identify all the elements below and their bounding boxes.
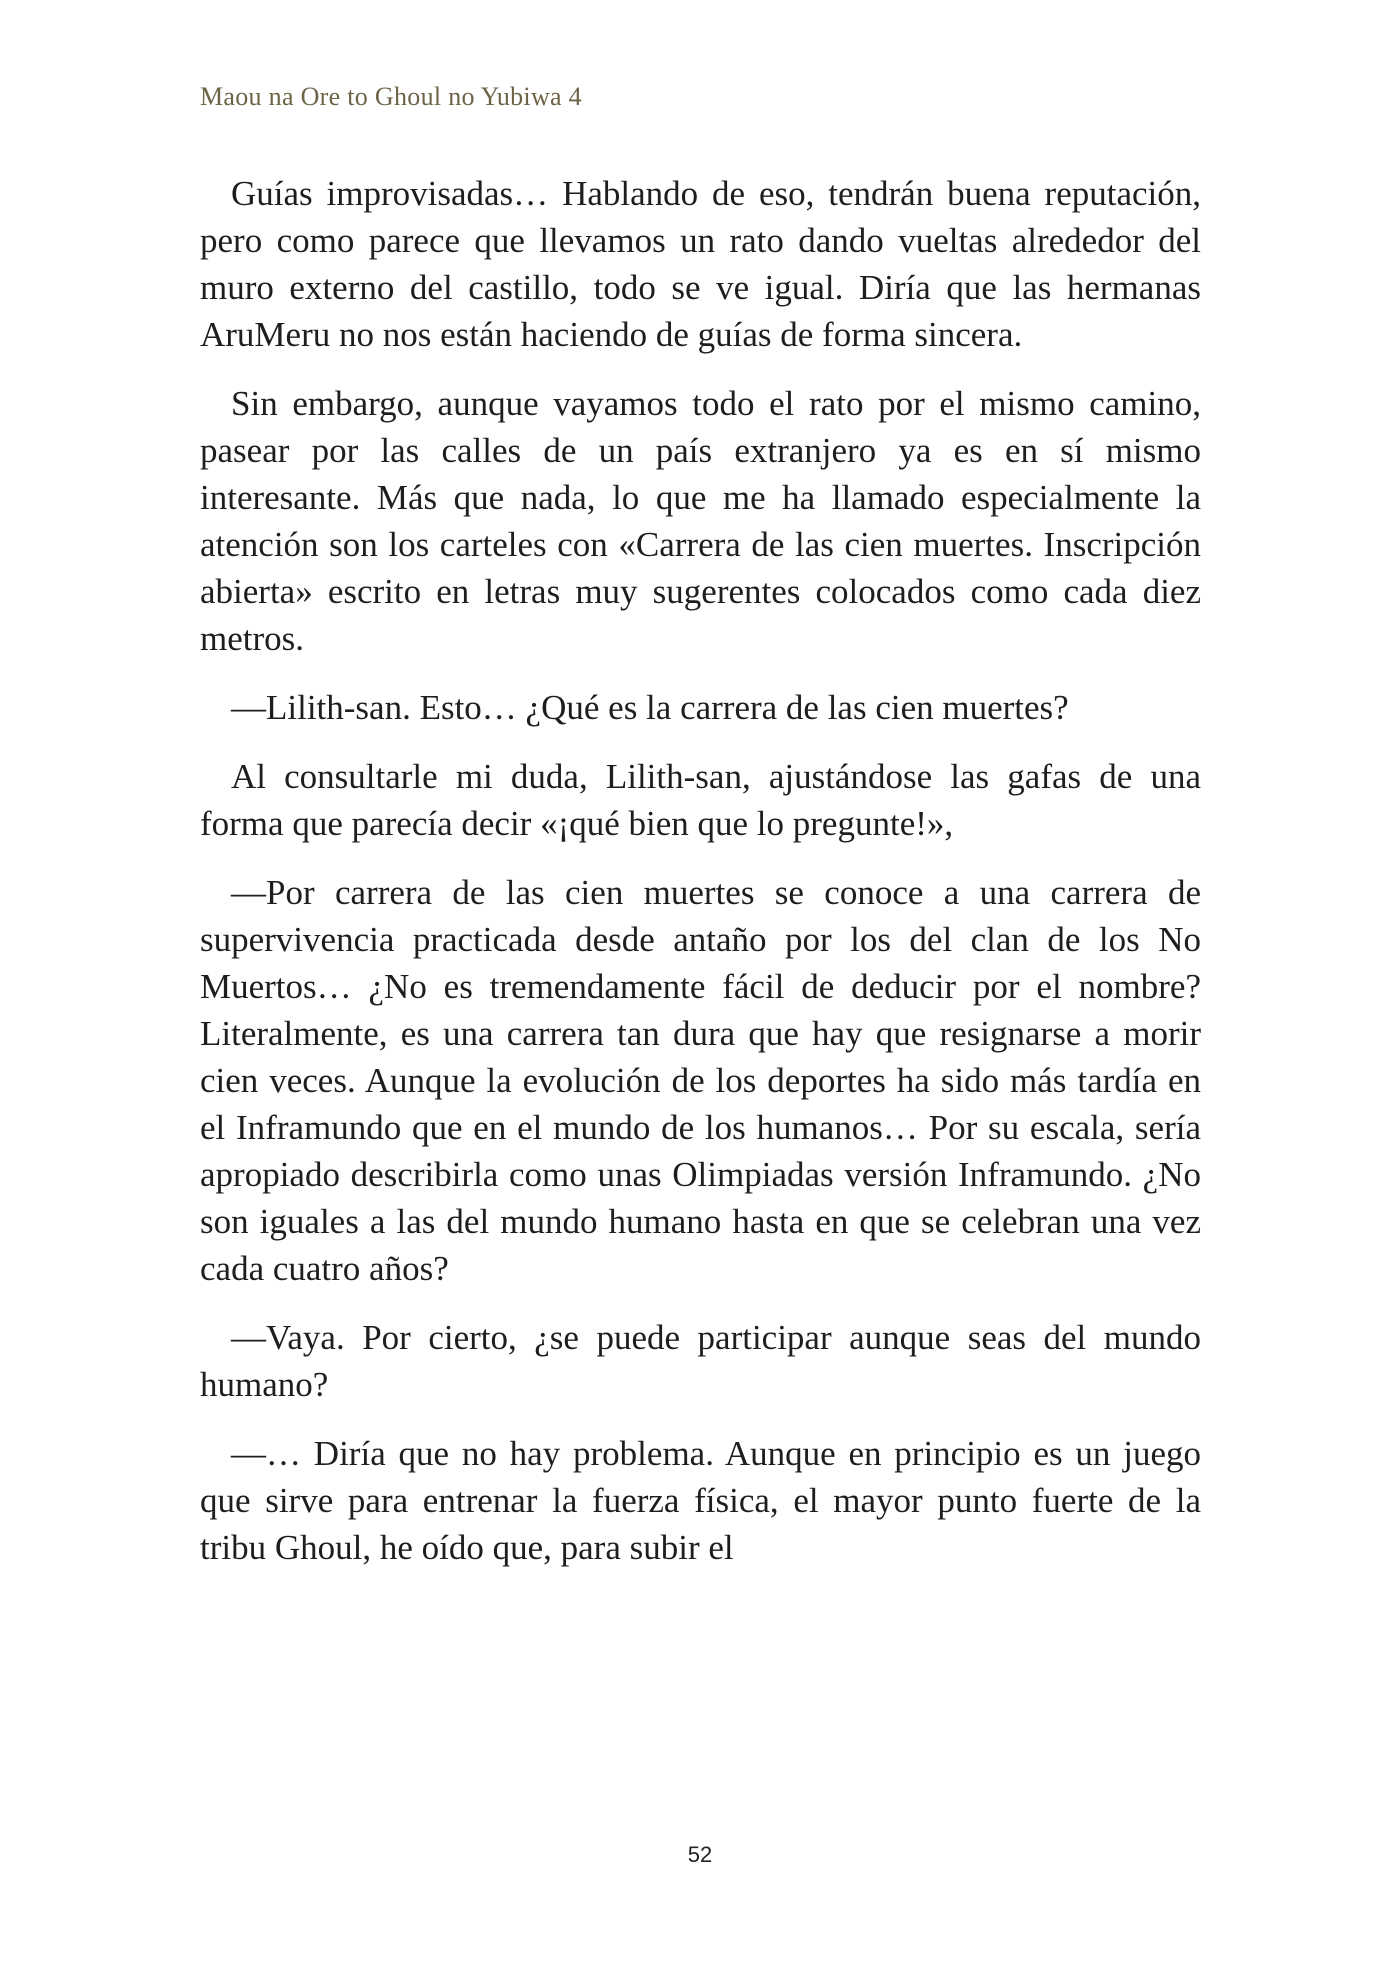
paragraph: Sin embargo, aunque vayamos todo el rato por el mismo camino, pasear por las calles de un país extranjero ya es en sí mismo interesante. Más que nada, lo que me ha llamado especialmente la atención son los carteles con «Carrera de las cien muertes. Inscripción abierta» escrito en letras muy sugerentes colocados como cada diez metros. (200, 384, 1201, 658)
dialogue-paragraph: —… Diría que no hay problema. Aunque en principio es un juego que sirve para entrenar la fuerza física, el mayor punto fuerte de la tribu Ghoul, he oído que, para subir el (200, 1434, 1201, 1567)
body-text (200, 170, 1201, 1593)
dialogue-paragraph: —Vaya. Por cierto, ¿se puede participar aunque seas del mundo humano? (200, 1318, 1201, 1404)
running-header-title: Maou na Ore to Ghoul no Yubiwa 4 (200, 82, 582, 111)
dialogue-paragraph: —Lilith-san. Esto… ¿Qué es la carrera de las cien muertes? (231, 688, 1069, 727)
page-number: 52 (687, 1842, 713, 1867)
dialogue-paragraph: —Por carrera de las cien muertes se conoce a una carrera de supervivencia practicada desde antaño por los del clan de los No Muertos… ¿No es tremendamente fácil de deducir por el nombre? Literalmente, es una carrera tan dura que hay que resignarse a morir cien veces. Aunque la evolución de los deportes ha sido más tardía en el Inframundo que en el mundo de los humanos… Por su escala, sería apropiado describirla como unas Olimpiadas versión Inframundo. ¿No son iguales a las del mundo humano hasta en que se celebran una vez cada cuatro años? (200, 873, 1201, 1288)
paragraph: Al consultarle mi duda, Lilith-san, ajustándose las gafas de una forma que parecía decir «¡qué bien que lo pregunte!», (200, 757, 1201, 843)
paragraph: Guías improvisadas… Hablando de eso, tendrán buena reputación, pero como parece que llevamos un rato dando vueltas alrededor del muro externo del castillo, todo se ve igual. Diría que las hermanas AruMeru no nos están haciendo de guías de forma sincera. (200, 174, 1201, 354)
